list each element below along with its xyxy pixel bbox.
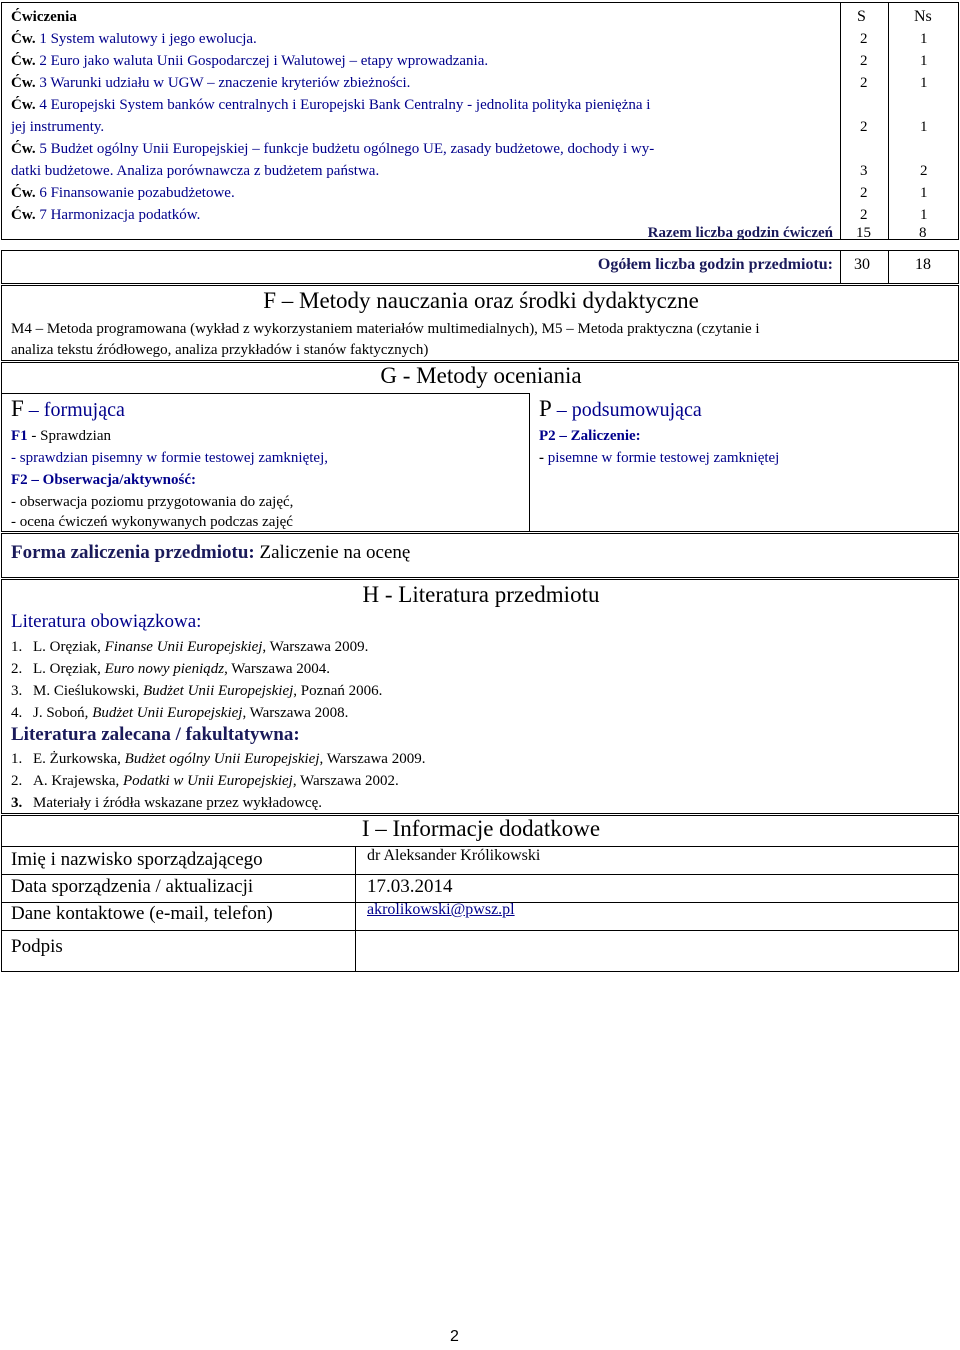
- page-number: 2: [450, 1328, 459, 1345]
- recommended-item: 2. A. Krajewska, Podatki w Unii Europejskiej, Warszawa 2002.: [11, 773, 399, 789]
- assessment-section: [1, 362, 959, 532]
- author-value: dr Aleksander Królikowski: [367, 847, 541, 864]
- recommended-item: 3. Materiały i źródła wskazane przez wykładowcę.: [11, 795, 323, 811]
- ns-value: 1: [920, 119, 928, 135]
- f2-line2: - ocena ćwiczeń wykonywanych podczas zajęć: [11, 514, 293, 530]
- f1-line: F1 - Sprawdzian: [11, 428, 111, 444]
- ns-value: 1: [920, 185, 928, 201]
- overall-label: Ogółem liczba godzin przedmiotu:: [597, 256, 833, 273]
- s-value: 2: [860, 75, 868, 91]
- exercise-row-7: Ćw. 7 Harmonizacja podatków.: [11, 207, 201, 223]
- form-of-passing-section: [1, 533, 959, 578]
- contact-email-link[interactable]: akrolikowski@pwsz.pl: [367, 901, 515, 918]
- ns-value: 1: [920, 207, 928, 223]
- exercise-row-2: Ćw. 2 Euro jako waluta Unii Gospodarczej i Walutowej – etapy wprowadzania.: [11, 53, 489, 69]
- section-f-line1: M4 – Metoda programowana (wykład z wykorzystaniem materiałów multimedialnych), M5 – Metoda praktyczna (czytanie i: [11, 321, 760, 337]
- author-label: Imię i nazwisko sporządzającego: [11, 849, 263, 870]
- section-f-title: F – Metody nauczania oraz środki dydaktyczne: [263, 288, 699, 313]
- formative-heading: F – formująca: [11, 396, 125, 421]
- recommended-heading: Literatura zalecana / fakultatywna:: [11, 724, 300, 745]
- summative-heading: P – podsumowująca: [539, 396, 702, 421]
- section-f-line2: analiza tekstu źródłowego, analiza przykładów i stanów faktycznych): [11, 342, 429, 358]
- required-item: 2. L. Oręziak, Euro nowy pieniądz, Warszawa 2004.: [11, 661, 331, 677]
- p2-line: - pisemne w formie testowej zamkniętej: [539, 450, 780, 466]
- exercise-row-1: Ćw. 1 System walutowy i jego ewolucja.: [11, 31, 257, 47]
- teaching-methods-section: [1, 285, 959, 361]
- required-heading: Literatura obowiązkowa:: [11, 611, 202, 632]
- p2-label: P2 – Zaliczenie:: [539, 428, 641, 444]
- form-line: Forma zaliczenia przedmiotu: Zaliczenie na ocenę: [11, 542, 411, 563]
- signature-label: Podpis: [11, 936, 63, 957]
- f1-description: - sprawdzian pisemny w formie testowej zamkniętej,: [11, 450, 328, 466]
- overall-ns: 18: [915, 256, 931, 273]
- total-s: 15: [856, 225, 871, 241]
- ns-value: 1: [920, 31, 928, 47]
- contact-label: Dane kontaktowe (e-mail, telefon): [11, 903, 273, 924]
- total-label: Razem liczba godzin ćwiczeń: [647, 225, 833, 241]
- date-value: 17.03.2014: [367, 876, 453, 897]
- overall-hours-row: [1, 250, 959, 284]
- s-value: 2: [860, 53, 868, 69]
- f2-line1: - obserwacja poziomu przygotowania do zajęć,: [11, 494, 294, 510]
- ns-value: 1: [920, 75, 928, 91]
- exercise-row-4: Ćw. 4 Europejski System banków centralnych i Europejski Bank Centralny - jednolita polityka pieniężna i: [11, 97, 651, 113]
- exercise-row-4-cont: jej instrumenty.: [11, 119, 105, 135]
- date-label: Data sporządzenia / aktualizacji: [11, 876, 254, 897]
- s-value: 2: [860, 31, 868, 47]
- overall-s: 30: [854, 256, 870, 273]
- section-h-title: H - Literatura przedmiotu: [362, 582, 600, 607]
- required-item: 4. J. Soboń, Budżet Unii Europejskiej, Warszawa 2008.: [11, 705, 349, 721]
- f2-label: F2 – Obserwacja/aktywność:: [11, 472, 196, 488]
- col-ns-header: Ns: [914, 8, 932, 25]
- ns-value: 1: [920, 53, 928, 69]
- s-value: 3: [860, 163, 868, 179]
- section-i-title: I – Informacje dodatkowe: [361, 816, 601, 841]
- exercise-row-5-cont: datki budżetowe. Analiza porównawcza z budżetem państwa.: [11, 163, 380, 179]
- additional-info-section: [1, 815, 959, 972]
- s-value: 2: [860, 119, 868, 135]
- literature-section: [1, 579, 959, 814]
- exercises-table: [1, 2, 959, 240]
- total-ns: 8: [919, 225, 927, 241]
- exercise-row-3: Ćw. 3 Warunki udziału w UGW – znaczenie kryteriów zbieżności.: [11, 75, 411, 91]
- required-item: 1. L. Oręziak, Finanse Unii Europejskiej, Warszawa 2009.: [11, 639, 369, 655]
- s-value: 2: [860, 207, 868, 223]
- col-s-header: S: [857, 8, 866, 25]
- required-item: 3. M. Cieślukowski, Budżet Unii Europejskiej, Poznań 2006.: [11, 683, 383, 699]
- section-g-title: G - Metody oceniania: [380, 363, 582, 388]
- exercises-header: Ćwiczenia: [11, 9, 77, 25]
- exercise-row-6: Ćw. 6 Finansowanie pozabudżetowe.: [11, 185, 235, 201]
- ns-value: 2: [920, 163, 928, 179]
- exercise-row-5: Ćw. 5 Budżet ogólny Unii Europejskiej – funkcje budżetu ogólnego UE, zasady budżetowe, dochody i wy-: [11, 141, 655, 157]
- s-value: 2: [860, 185, 868, 201]
- recommended-item: 1. E. Żurkowska, Budżet ogólny Unii Europejskiej, Warszawa 2009.: [11, 751, 426, 767]
